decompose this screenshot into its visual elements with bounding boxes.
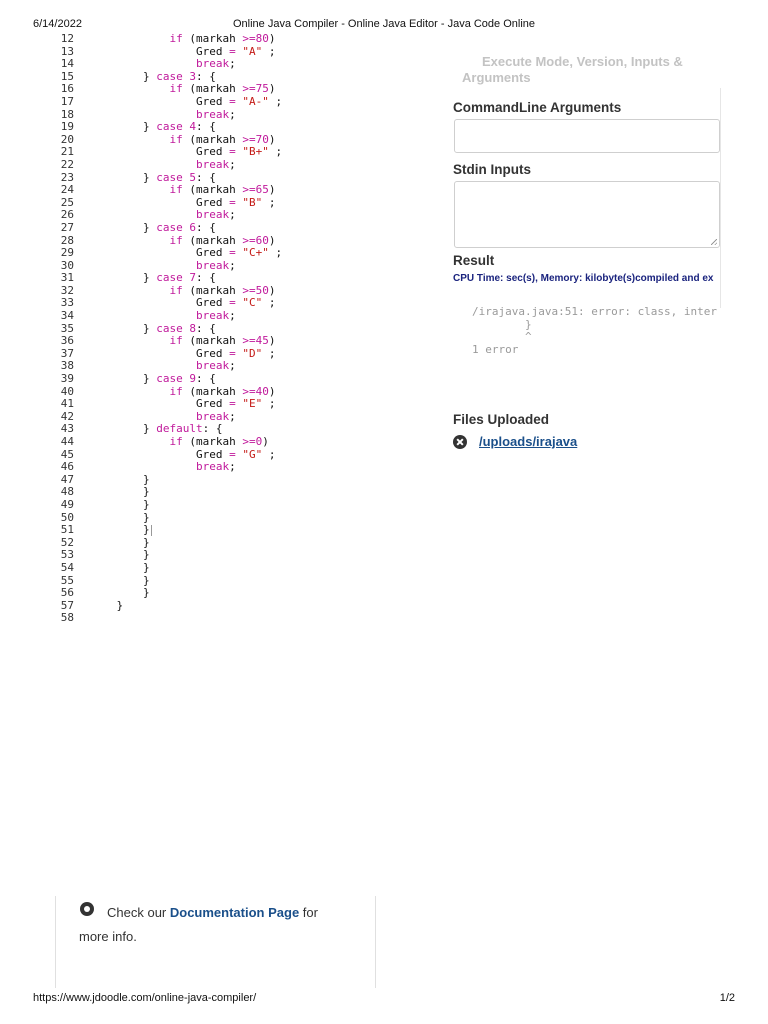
line-number: 19 (60, 120, 74, 134)
code-token: ) (268, 334, 276, 348)
files-uploaded-label: Files Uploaded (453, 412, 550, 427)
code-token: } (90, 497, 150, 511)
code-token: >= (242, 334, 256, 348)
line-number: 58 (60, 611, 74, 625)
code-token: : { (195, 69, 216, 83)
code-token: = (229, 145, 236, 159)
line-number: 34 (60, 309, 74, 323)
line-number: 55 (60, 573, 74, 587)
code-token: 3 (189, 69, 196, 83)
code-token: ) (268, 82, 276, 96)
code-token: } (90, 170, 157, 184)
code-token: ; (262, 44, 276, 58)
code-token: (markah (182, 435, 243, 448)
code-token: ; (229, 157, 236, 171)
info-text (79, 901, 349, 949)
code-token: ) (268, 233, 276, 247)
code-token: if (169, 82, 183, 96)
code-token: if (169, 283, 183, 297)
code-token: ; (262, 447, 276, 461)
code-token: break (195, 409, 230, 423)
code-token: 75 (255, 82, 269, 96)
code-token: = (229, 397, 236, 411)
code-token: } (90, 69, 157, 83)
code-token: 80 (255, 33, 269, 45)
code-token: ; (229, 309, 236, 323)
code-token: ; (262, 296, 276, 310)
line-number: 16 (60, 82, 74, 96)
code-token: = (229, 94, 236, 108)
code-token: } (90, 510, 150, 524)
stdin-label: Stdin Inputs (453, 162, 531, 177)
code-token: : { (195, 271, 216, 285)
line-number: 43 (60, 422, 74, 436)
code-token: Gred (90, 145, 230, 159)
code-token: break (195, 460, 230, 474)
code-token: if (169, 334, 183, 348)
line-number: 56 (60, 586, 74, 600)
line-number: 37 (60, 346, 74, 360)
info-prefix: Check our (107, 905, 167, 920)
code-token: "B" (242, 195, 263, 209)
line-number: 45 (60, 447, 74, 461)
code-token: } (90, 321, 157, 335)
documentation-link[interactable]: Documentation Page (169, 905, 300, 920)
line-number: 17 (60, 94, 74, 108)
code-token: 9 (189, 372, 196, 386)
code-token: } (90, 548, 150, 562)
code-token: 65 (255, 183, 269, 197)
resize-grip-icon[interactable] (711, 239, 717, 245)
code-token: = (229, 195, 236, 209)
code-token: if (169, 183, 183, 197)
code-line (40, 600, 440, 613)
code-token: } (90, 535, 150, 549)
code-token: >= (242, 435, 256, 448)
line-number: 46 (60, 460, 74, 474)
line-number: 29 (60, 246, 74, 260)
code-token (90, 309, 196, 322)
code-token: ; (262, 397, 276, 411)
code-token: } (90, 271, 157, 285)
memory-value: kilobyte(s)compiled and ex (585, 273, 714, 284)
code-token: ; (229, 460, 236, 474)
code-token: case (156, 170, 183, 184)
line-number: 23 (60, 170, 74, 184)
code-token: Gred (90, 246, 230, 260)
code-token: ; (229, 107, 236, 121)
code-line (40, 612, 440, 625)
code-token: } (90, 485, 150, 499)
code-token: (markah (182, 334, 243, 348)
code-token: (markah (182, 384, 243, 398)
code-token: (markah (182, 33, 243, 45)
code-token: (markah (182, 233, 243, 247)
code-token: case (156, 69, 183, 83)
cpu-time-label: CPU Time: (453, 273, 504, 284)
code-token: } (90, 573, 150, 587)
result-output: /irajava.java:51: error: class, inter } ^ 1 error (472, 306, 718, 356)
print-page-number: 1/2 (719, 992, 735, 1004)
code-token: 50 (255, 283, 269, 297)
code-token: ; (268, 94, 283, 108)
code-token (90, 385, 169, 398)
line-number: 22 (60, 157, 74, 171)
code-token (90, 259, 196, 272)
code-token (90, 284, 169, 297)
cpu-memory-line (453, 273, 728, 284)
code-token (90, 33, 169, 45)
line-number: 36 (60, 334, 74, 348)
remove-file-icon[interactable] (453, 435, 467, 449)
line-number: 35 (60, 321, 74, 335)
code-token: : { (195, 220, 216, 234)
code-token: Gred (90, 44, 230, 58)
code-token: "B+" (242, 145, 269, 159)
code-token: >= (242, 384, 256, 398)
text-cursor (151, 525, 152, 536)
code-token: ; (268, 246, 283, 260)
code-token: case (156, 220, 183, 234)
code-token: (markah (182, 183, 243, 197)
line-number: 26 (60, 208, 74, 222)
code-token (90, 410, 196, 423)
code-token: } (90, 586, 150, 600)
line-number: 18 (60, 107, 74, 121)
line-number: 54 (60, 560, 74, 574)
code-token: } (90, 422, 157, 436)
line-number: 33 (60, 296, 74, 310)
cmd-args-input[interactable] (454, 119, 720, 153)
code-token: ; (229, 409, 236, 423)
code-token: ; (229, 359, 236, 373)
line-number: 27 (60, 220, 74, 234)
line-number: 49 (60, 497, 74, 511)
code-token: : { (195, 170, 216, 184)
code-token: break (195, 309, 230, 323)
line-number: 12 (60, 33, 74, 45)
code-token: >= (242, 283, 256, 297)
code-token (90, 435, 169, 448)
info-suffix: for more info. (79, 905, 318, 944)
code-token: "C+" (242, 246, 269, 260)
code-token: (markah (182, 132, 243, 146)
code-token: } (90, 472, 150, 486)
line-number: 50 (60, 510, 74, 524)
code-token (90, 82, 169, 95)
line-number: 52 (60, 535, 74, 549)
code-token: ) (268, 283, 276, 297)
code-token: "A" (242, 44, 263, 58)
code-token (90, 359, 196, 372)
code-token: break (195, 359, 230, 373)
code-token: } (90, 120, 157, 134)
code-token: 4 (189, 120, 196, 134)
code-token: ; (229, 208, 236, 222)
code-token: default (156, 422, 203, 436)
uploaded-file-link[interactable]: /uploads/irajava (479, 434, 578, 449)
code-token: "A-" (242, 94, 269, 108)
print-header (0, 18, 768, 32)
code-token: ; (268, 145, 283, 159)
code-token (90, 57, 196, 70)
code-token: >= (242, 183, 256, 197)
line-number: 13 (60, 44, 74, 58)
print-title: Online Java Compiler - Online Java Editor - Java Code Online (232, 18, 536, 30)
code-token: : { (195, 321, 216, 335)
code-token: } (90, 523, 150, 537)
print-date: 6/14/2022 (33, 18, 82, 30)
code-token: >= (242, 82, 256, 96)
code-token (90, 108, 196, 121)
code-token: "G" (242, 447, 263, 461)
code-token: 45 (255, 334, 269, 348)
code-token: break (195, 258, 230, 272)
line-number: 57 (60, 598, 74, 612)
code-token: ) (268, 384, 276, 398)
code-token (90, 334, 169, 347)
code-token: "E" (242, 397, 263, 411)
code-token: 7 (189, 271, 196, 285)
code-token: case (156, 321, 183, 335)
code-token: >= (242, 33, 256, 45)
line-number: 15 (60, 69, 74, 83)
line-number: 14 (60, 57, 74, 71)
code-token: 0 (255, 435, 263, 448)
code-token: } (90, 220, 157, 234)
code-token: : { (202, 422, 223, 436)
code-token (90, 460, 196, 473)
code-token: Gred (90, 447, 230, 461)
code-token: = (229, 447, 236, 461)
cmd-args-label: CommandLine Arguments (453, 100, 622, 115)
code-token: Gred (90, 94, 230, 108)
line-number: 39 (60, 372, 74, 386)
code-token: } (90, 560, 150, 574)
line-number: 21 (60, 145, 74, 159)
line-number: 38 (60, 359, 74, 373)
line-number: 40 (60, 384, 74, 398)
code-token: Gred (90, 296, 230, 310)
line-number: 24 (60, 183, 74, 197)
code-token: = (229, 346, 236, 360)
code-token: } (90, 598, 124, 612)
result-label: Result (453, 253, 495, 268)
code-token: ) (262, 435, 269, 448)
code-token: ; (262, 195, 276, 209)
line-number: 51 (60, 523, 74, 537)
line-number: 48 (60, 485, 74, 499)
code-token: Gred (90, 195, 230, 209)
code-token: break (195, 208, 230, 222)
code-token (90, 208, 196, 221)
code-token: case (156, 271, 183, 285)
code-token: "D" (242, 346, 263, 360)
code-token: ; (262, 346, 276, 360)
code-token: (markah (182, 283, 243, 297)
code-token: break (195, 107, 230, 121)
code-token: ) (268, 132, 276, 146)
code-token (90, 183, 169, 196)
line-number: 25 (60, 195, 74, 209)
code-token: ) (268, 183, 276, 197)
code-token: if (169, 233, 183, 247)
info-box (55, 896, 376, 988)
code-token: Gred (90, 397, 230, 411)
cpu-time-value: sec(s), (506, 273, 538, 284)
line-number: 32 (60, 283, 74, 297)
code-token: = (229, 44, 236, 58)
code-token: 40 (255, 384, 269, 398)
code-token: ; (229, 57, 236, 71)
code-token: 5 (189, 170, 196, 184)
code-token: = (229, 296, 236, 310)
code-token: (markah (182, 82, 243, 96)
line-number: 41 (60, 397, 74, 411)
code-token: ; (229, 258, 236, 272)
code-token: "C" (242, 296, 263, 310)
code-token: case (156, 372, 183, 386)
code-token: 6 (189, 220, 196, 234)
code-token: 60 (255, 233, 269, 247)
code-token: = (229, 246, 236, 260)
code-token: >= (242, 233, 256, 247)
code-token: 70 (255, 132, 269, 146)
memory-label: Memory: (540, 273, 583, 284)
line-number: 20 (60, 132, 74, 146)
code-token: >= (242, 132, 256, 146)
code-token: : { (195, 120, 216, 134)
print-url: https://www.jdoodle.com/online-java-compiler/ (33, 992, 257, 1004)
code-token (90, 133, 169, 146)
code-token: break (195, 157, 230, 171)
code-token (90, 234, 169, 247)
line-number: 53 (60, 548, 74, 562)
code-editor[interactable] (40, 33, 440, 633)
code-token: if (169, 435, 183, 448)
code-token: 8 (189, 321, 196, 335)
code-token: case (156, 120, 183, 134)
code-token: Gred (90, 346, 230, 360)
line-number: 28 (60, 233, 74, 247)
execute-mode-heading-line1: Execute Mode, Version, Inputs & (482, 54, 683, 69)
code-token: : { (195, 372, 216, 386)
code-token: ) (268, 33, 276, 45)
line-number: 42 (60, 409, 74, 423)
code-token: if (169, 384, 183, 398)
line-number: 44 (60, 435, 74, 448)
code-token: } (90, 372, 157, 386)
code-token: break (195, 57, 230, 71)
line-number: 47 (60, 472, 74, 486)
code-text (90, 600, 123, 613)
code-token (90, 158, 196, 171)
execute-mode-heading-line2: Arguments (462, 70, 531, 85)
execute-mode-heading[interactable] (462, 54, 692, 86)
line-number: 30 (60, 258, 74, 272)
code-token: if (169, 33, 183, 45)
code-token: if (169, 132, 183, 146)
line-number: 31 (60, 271, 74, 285)
stdin-textarea[interactable] (454, 181, 720, 248)
